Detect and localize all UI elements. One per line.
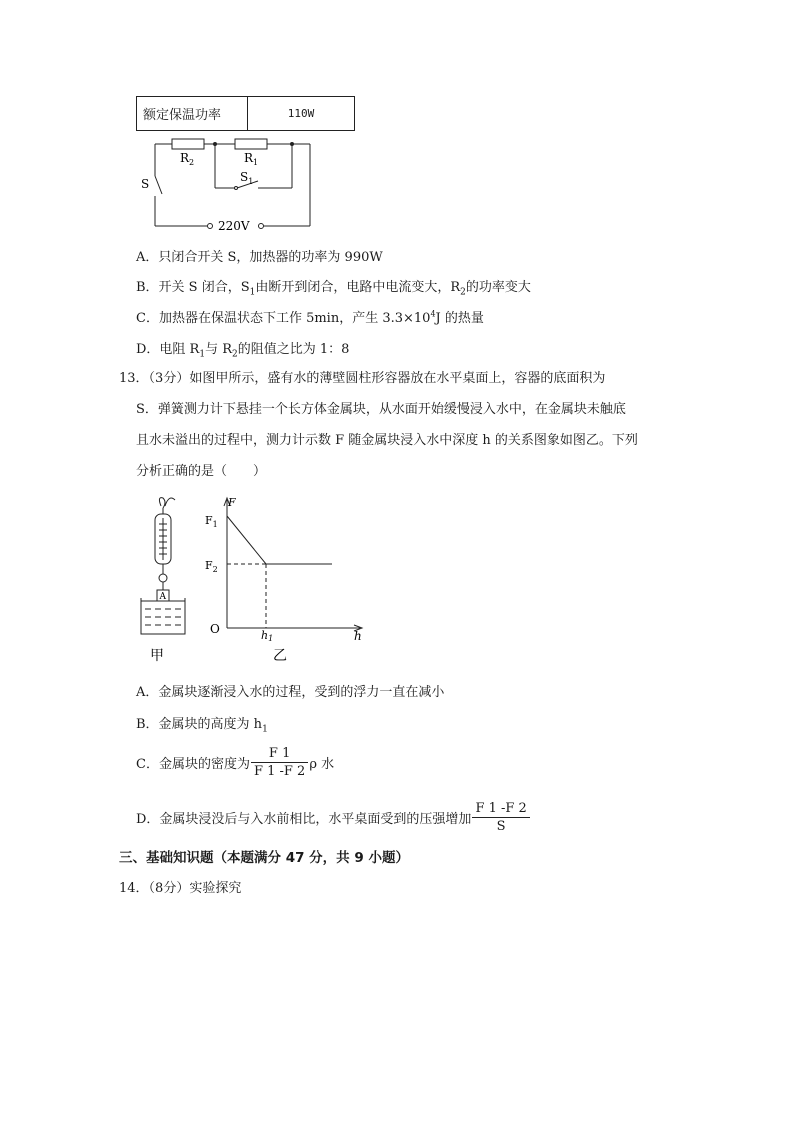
f2-label: $F_2$	[205, 559, 218, 574]
switch-s	[155, 176, 162, 194]
label-jia: 甲	[150, 648, 164, 664]
svg-text:R2: $R_2$	[180, 151, 195, 167]
q13-line-2: S．弹簧测力计下悬挂一个长方体金属块，从水面开始缓慢浸入水中，在金属块未触底	[136, 402, 626, 417]
label-s: S	[141, 177, 150, 191]
q12-option-c: C．加热器在保温状态下工作 5min，产生 $3.3\times 10^4J$ 的热量	[136, 309, 484, 326]
q13-option-b: B．金属块的高度为 $h_1$	[136, 717, 268, 735]
q12-option-d: D．电阻 $R_1$与 $R_2$的阻值之比为 1：8	[136, 342, 350, 360]
resistor-r1	[235, 139, 267, 149]
x-axis-label: h	[354, 629, 362, 643]
spec-label: 额定保温功率	[137, 97, 248, 131]
f1-label: $F_1$	[205, 514, 218, 529]
q13-option-d: D．金属块浸没后与入水前相比，水平桌面受到的压强增加 $\frac{F 1 -F 2}{S}$	[136, 800, 531, 835]
label-yi: 乙	[273, 648, 287, 664]
q13-line-3: 且水未溢出的过程中，测力计示数 F 随金属块浸入水中深度 h 的关系图象如图乙。下列	[136, 433, 638, 448]
q13-line-1: 13．（3分）如图甲所示，盛有水的薄壁圆柱形容器放在水平桌面上，容器的底面积为	[119, 371, 606, 386]
force-curve	[227, 516, 332, 564]
circuit-diagram	[140, 134, 330, 234]
q13-line-4: 分析正确的是（ ）	[136, 464, 267, 479]
pressure-fraction: $\frac{F 1 -F 2}{S}$	[472, 800, 529, 835]
label-220v: 220V	[218, 219, 250, 233]
svg-text:S1: $S_1$	[240, 170, 254, 186]
q13-option-a: A．金属块逐渐浸入水的过程，受到的浮力一直在减小	[136, 685, 445, 700]
h1-label: h1	[261, 629, 274, 643]
q13-option-c: C．金属块的密度为 $\frac{F 1}{F 1 -F 2}$ ρ 水	[136, 746, 335, 779]
spec-value: 110W	[248, 97, 355, 131]
figure-jia	[135, 494, 195, 666]
section-3-heading: 三、基础知识题（本题满分 47 分，共 9 小题）	[119, 850, 409, 866]
density-fraction: $\frac{F 1}{F 1 -F 2}$	[251, 745, 308, 780]
origin-label: O	[210, 622, 220, 636]
figure-yi-graph	[200, 494, 370, 666]
resistor-r2	[172, 139, 204, 149]
spec-table	[136, 96, 355, 131]
svg-text:R1: $R_1$	[244, 151, 259, 167]
q12-option-a: A．只闭合开关 S，加热器的功率为 990W	[136, 250, 383, 265]
q14-title: 14．（8分）实验探究	[119, 881, 242, 896]
y-axis-label: F	[228, 496, 236, 509]
block-label: A	[159, 592, 166, 602]
q12-option-b: B．开关 S 闭合，$S_1$由断开到闭合，电路中电流变大，$R_2$的功率变大	[136, 280, 531, 298]
